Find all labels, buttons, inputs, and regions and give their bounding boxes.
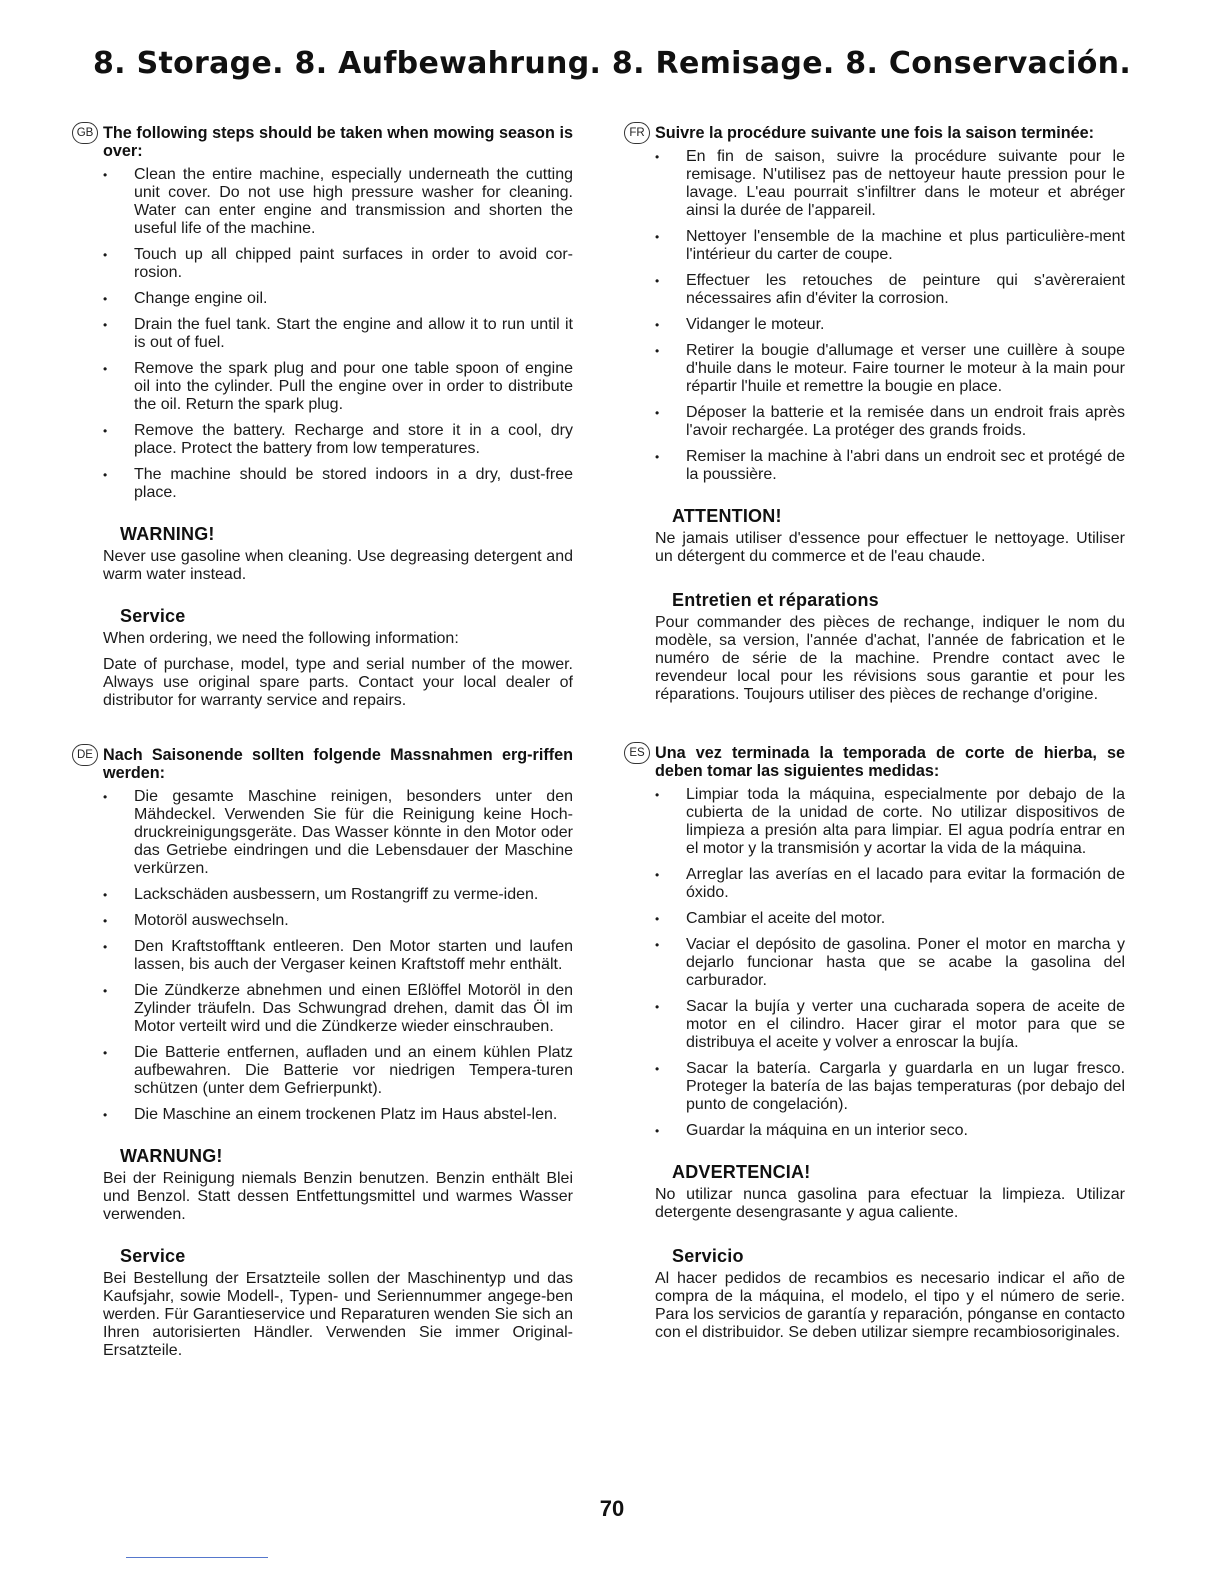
warning-title: WARNING! <box>120 524 215 544</box>
language-badge-gb: GB <box>72 122 98 144</box>
bullet-icon: • <box>103 1108 108 1122</box>
warning-text: Never use gasoline when cleaning. Use degreasing detergent and warm water instead. <box>103 548 573 583</box>
language-badge-es: ES <box>624 742 650 764</box>
list-item: • Remove the spark plug and pour one table spoon of engine oil into the cylinder. Pull the engine over in order to distribute the oil. Return the spark plug. <box>103 360 573 413</box>
list-item: • Sacar la batería. Cargarla y guardarla en un lugar fresco. Proteger la batería de las bajas temperaturas (por debajo del punto de congelación). <box>655 1060 1125 1113</box>
steps-list <box>655 786 1125 1140</box>
steps-list <box>655 148 1125 484</box>
list-item: • Clean the entire machine, especially underneath the cutting unit cover. Do not use high pressure washer for cleaning. Water can enter engine and transmission and shorten the useful life of the machine. <box>103 166 573 237</box>
warning-text: No utilizar nunca gasolina para efectuar la limpieza. Utilizar detergente desengrasante y agua caliente. <box>655 1186 1125 1221</box>
language-badge-fr: FR <box>624 122 650 144</box>
bullet-icon: • <box>103 168 108 182</box>
section-heading-text: The following steps should be taken when mowing season is over: <box>103 124 573 160</box>
section-fr <box>629 124 1125 704</box>
bullet-icon: • <box>103 468 108 482</box>
service-title: Service <box>120 606 186 626</box>
list-item: • Die gesamte Maschine reinigen, besonders unter den Mähdeckel. Verwenden Sie für die Reinigung keine Hoch-druckreinigungsgeräte. Das Wasser könnte in den Motor oder das Getriebe eindringen und die Lebensdauer der Maschine verkürzen. <box>103 788 573 877</box>
bullet-icon: • <box>655 912 660 926</box>
warning-text: Ne jamais utiliser d'essence pour effectuer le nettoyage. Utiliser un détergent du commerce et de l'eau chaude. <box>655 530 1125 565</box>
bullet-icon: • <box>655 230 660 244</box>
section-heading <box>629 124 1125 142</box>
list-item: • Change engine oil. <box>103 290 268 307</box>
bullet-icon: • <box>103 914 108 928</box>
right-column <box>629 124 1125 1350</box>
bullet-icon: • <box>655 150 660 164</box>
section-de <box>77 746 573 1360</box>
bullet-icon: • <box>103 248 108 262</box>
section-heading <box>77 746 573 782</box>
list-item: • Touch up all chipped paint surfaces in order to avoid cor-rosion. <box>103 246 573 281</box>
section-gb <box>76 124 573 710</box>
bullet-icon: • <box>103 984 108 998</box>
bullet-icon: • <box>655 788 660 802</box>
bullet-icon: • <box>655 868 660 882</box>
service-title: Servicio <box>672 1246 744 1266</box>
left-column <box>76 124 573 1368</box>
service-text: When ordering, we need the following information: <box>103 630 459 647</box>
bullet-icon: • <box>655 406 660 420</box>
section-heading-text: Suivre la procédure suivante une fois la saison terminée: <box>655 124 1095 142</box>
list-item: • Limpiar toda la máquina, especialmente por debajo de la cubierta de la unidad de corte. No utilizar dispositivos de limpieza a presión alta para limpiar. El agua podría entrar en el motor y la transmisión y acortar la vida de la máquina. <box>655 786 1125 857</box>
list-item: • Drain the fuel tank. Start the engine and allow it to run until it is out of fuel. <box>103 316 573 351</box>
bullet-icon: • <box>655 450 660 464</box>
bullet-icon: • <box>103 362 108 376</box>
bullet-icon: • <box>655 274 660 288</box>
bullet-icon: • <box>655 1062 660 1076</box>
list-item: • Déposer la batterie et la remisée dans un endroit frais après l'avoir rechargée. La protéger des grands froids. <box>655 404 1125 439</box>
list-item: • Vaciar el depósito de gasolina. Poner el motor en marcha y dejarlo funcionar hasta que se acabe la gasolina del carburador. <box>655 936 1125 989</box>
list-item: • Nettoyer l'ensemble de la machine et plus particulière-ment l'intérieur du carter de coupe. <box>655 228 1125 263</box>
list-item: • Die Maschine an einem trockenen Platz im Haus abstel-len. <box>103 1106 558 1123</box>
list-item: • Die Zündkerze abnehmen und einen Eßlöffel Motoröl in den Zylinder träufeln. Das Schwungrad drehen, damit das Öl im Motor verteilt wird und die Zündkerze wieder einschrauben. <box>103 982 573 1035</box>
page-number: 70 <box>599 1496 625 1521</box>
bullet-icon: • <box>655 344 660 358</box>
list-item: • En fin de saison, suivre la procédure suivante pour le remisage. N'utilisez pas de nettoyeur haute pression pour le lavage. L'eau pourrait s'infiltrer dans le moteur et abréger ainsi la durée de l'appareil. <box>655 148 1125 219</box>
section-heading <box>629 744 1125 780</box>
list-item: • Die Batterie entfernen, aufladen und an einem kühlen Platz aufbewahren. Die Batterie vor niedrigen Tempera-turen schützen (unter dem Gefrierpunkt). <box>103 1044 573 1097</box>
bullet-icon: • <box>103 940 108 954</box>
list-item: • Sacar la bujía y verter una cucharada sopera de aceite de motor en el cilindro. Hacer girar el motor para que se distribuya el aceite y volver a enroscar la bujía. <box>655 998 1125 1051</box>
service-text: Al hacer pedidos de recambios es necesario indicar el año de compra de la máquina, el modelo, el tipo y el número de serie. Para los servicios de garantía y reparación, pónganse en contacto con el distribuidor. Se deben utilizar siempre recambiosoriginales. <box>655 1270 1125 1341</box>
language-badge-de: DE <box>72 744 98 766</box>
steps-list <box>103 166 573 502</box>
list-item: • Retirer la bougie d'allumage et verser une cuillère à soupe d'huile dans le moteur. Faire tourner le moteur à la main pour répartir l'huile et remettre la bougie en place. <box>655 342 1125 395</box>
bullet-icon: • <box>655 1000 660 1014</box>
list-item: • The machine should be stored indoors in a dry, dust-free place. <box>103 466 573 501</box>
page-title: 8. Storage. 8. Aufbewahrung. 8. Remisage. 8. Conservación. <box>92 46 1132 81</box>
steps-list <box>103 788 573 1124</box>
list-item: • Den Kraftstofftank entleeren. Den Motor starten und laufen lassen, bis auch der Vergaser keinen Kraftstoff mehr enthält. <box>103 938 573 973</box>
list-item: • Effectuer les retouches de peinture qui s'avèreraient nécessaires afin d'éviter la corrosion. <box>655 272 1125 307</box>
footer-rule <box>126 1557 268 1558</box>
list-item: • Cambiar el aceite del motor. <box>655 910 886 927</box>
service-title: Service <box>120 1246 186 1266</box>
list-item: • Guardar la máquina en un interior seco. <box>655 1122 968 1139</box>
list-item: • Remove the battery. Recharge and store it in a cool, dry place. Protect the battery from low temperatures. <box>103 422 573 457</box>
bullet-icon: • <box>103 790 108 804</box>
service-title: Entretien et réparations <box>672 590 879 610</box>
list-item: • Arreglar las averías en el lacado para evitar la formación de óxido. <box>655 866 1125 901</box>
service-text: Pour commander des pièces de rechange, indiquer le nom du modèle, sa version, l'année d'achat, l'année de fabrication et le numéro de série de la machine. Prendre contact avec le revendeur local pour les révisions sous garantie et pour les réparations. Toujours utiliser des pièces de rechange d'origine. <box>655 614 1125 703</box>
list-item: • Lackschäden ausbessern, um Rostangriff zu verme-iden. <box>103 886 539 903</box>
section-heading-text: Una vez terminada la temporada de corte de hierba, se deben tomar las siguientes medidas: <box>655 744 1125 780</box>
bullet-icon: • <box>103 1046 108 1060</box>
bullet-icon: • <box>103 424 108 438</box>
bullet-icon: • <box>655 938 660 952</box>
section-heading <box>76 124 573 160</box>
service-text: Bei Bestellung der Ersatzteile sollen der Maschinentyp und das Kaufsjahr, sowie Modell-, Typen- und Seriennummer angege-ben werden. Für Garantieservice und Reparaturen wenden Sie sich an Ihren autorisierten Händler. Verwenden Sie immer Original-Ersatzteile. <box>103 1270 573 1359</box>
bullet-icon: • <box>103 292 108 306</box>
warning-title: ATTENTION! <box>672 506 782 526</box>
bullet-icon: • <box>655 1124 660 1138</box>
warning-text: Bei der Reinigung niemals Benzin benutzen. Benzin enthält Blei und Benzol. Statt dessen Entfettungsmittel und warmes Wasser verwenden. <box>103 1170 573 1223</box>
section-heading-text: Nach Saisonende sollten folgende Massnahmen erg-riffen werden: <box>103 746 573 782</box>
list-item: • Vidanger le moteur. <box>655 316 825 333</box>
section-es <box>629 744 1125 1342</box>
bullet-icon: • <box>103 318 108 332</box>
service-text: Date of purchase, model, type and serial number of the mower. Always use original spare parts. Contact your local dealer of distributor for warranty service and repairs. <box>103 656 573 709</box>
list-item: • Remiser la machine à l'abri dans un endroit sec et protégé de la poussière. <box>655 448 1125 483</box>
warning-title: ADVERTENCIA! <box>672 1162 811 1182</box>
bullet-icon: • <box>655 318 660 332</box>
list-item: • Motoröl auswechseln. <box>103 912 289 929</box>
warning-title: WARNUNG! <box>120 1146 223 1166</box>
bullet-icon: • <box>103 888 108 902</box>
